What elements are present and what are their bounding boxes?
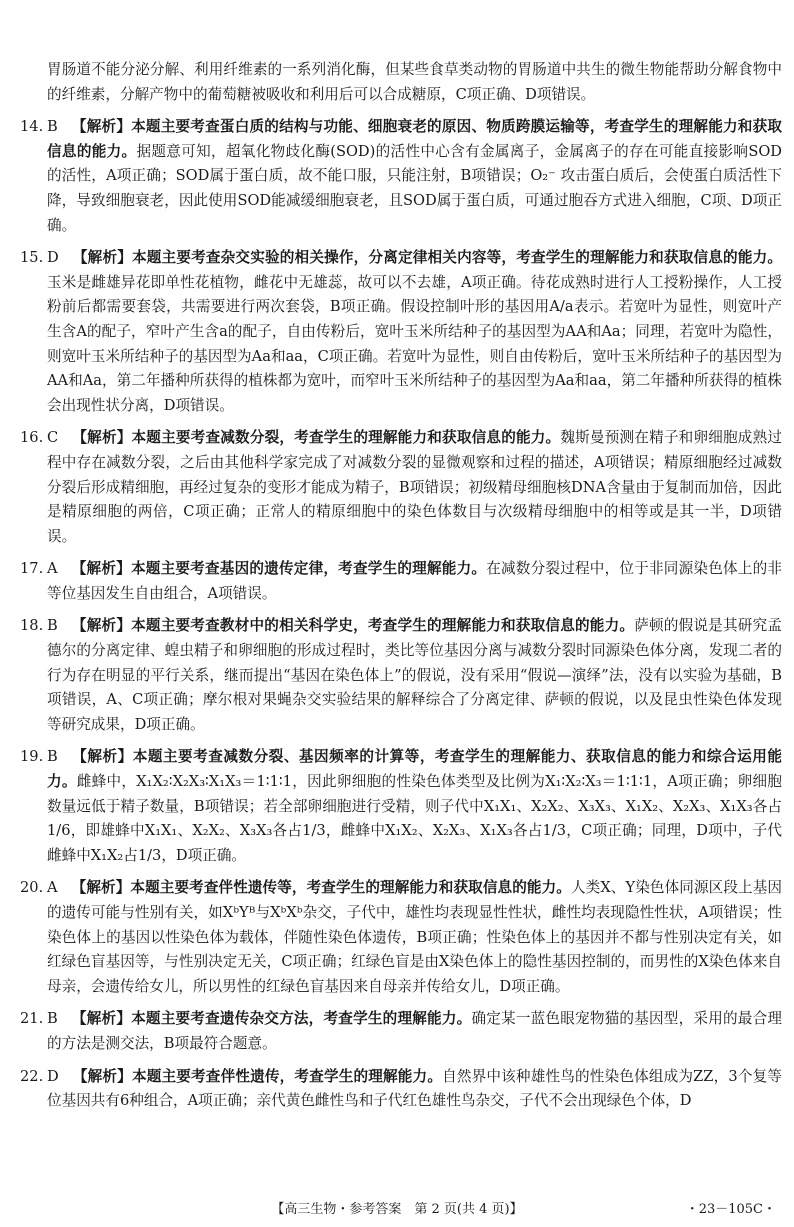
analysis-summary: 本题主要考查伴性遗传，考查学生的理解能力。 (131, 1067, 443, 1085)
analysis-summary: 本题主要考查基因的遗传定律，考查学生的理解能力。 (130, 560, 487, 578)
question-number: 18. (20, 617, 44, 635)
analysis-detail: 人类X、Y染色体同源区段上基因的遗传可能与性别有关，如XᵇYᴮ与XᵇXᵇ杂交，子代中，雄性均表现显性性状，雌性均表现隐性性状，A项错误；性染色体上的基因以性染色体为载体，伴随性染色体遗传，B项正确；性染色体上的基因并不都与性别决定有关，如红绿色盲基因等，与性别决定无关，C项正确；红绿色盲是由X染色体上的隐性基因控制的，而男性的X染色体来自母亲，会遗传给女儿，所以男性的红绿色盲基因来自母亲并传给女儿，D项正确。 (47, 879, 783, 995)
analysis-tag: 【解析】 (71, 748, 133, 766)
question-number: 19. (20, 748, 44, 766)
answer-letter: D (47, 1067, 59, 1085)
answer-content (20, 58, 782, 1114)
answer-letter: B (47, 748, 58, 766)
question-number: 20. (20, 879, 44, 897)
answer-item (20, 426, 782, 549)
question-number: 22. (20, 1067, 44, 1085)
answer-item (20, 1007, 782, 1056)
answer-letter: A (47, 879, 58, 897)
analysis-summary: 本题主要考查遗传杂交方法，考查学生的理解能力。 (131, 1010, 472, 1028)
answer-item (20, 745, 782, 868)
analysis-detail: 雌蜂中，X₁X₂∶X₂X₃∶X₁X₃＝1∶1∶1，因此卵细胞的性染色体类型及比例为X₁∶X₂∶X₃＝1∶1∶1，A项正确；卵细胞数量远低于精子数量，B项错误；若全部卵细胞进行受精，则子代中X₁X₁、X₂X₂、X₃X₃、X₁X₂、X₂X₃、X₁X₃各占1/6，即雄蜂中X₁X₁、X₂X₂、X₃X₃各占1/3，雌蜂中X₁X₂、X₂X₃、X₁X₃各占1/3，C项正确；同理，D项中，子代雌蜂中X₁X₂占1/3，D项正确。 (47, 773, 782, 864)
analysis-detail: 据题意可知，超氧化物歧化酶(SOD)的活性中心含有金属离子，金属离子的存在可能直接影响SOD的活性，A项正确；SOD属于蛋白质，故不能口服，只能注射，B项错误；O₂⁻ 攻击蛋白质后，会使蛋白质活性下降，导致细胞衰老，因此使用SOD能减缓细胞衰老，且SOD属于蛋白质，可通过胞吞方式进入细胞，C项、D项正确。 (47, 142, 782, 234)
analysis-summary: 本题主要考查伴性遗传等，考查学生的理解能力和获取信息的能力。 (130, 879, 571, 897)
analysis-summary: 本题主要考查蛋白质的结构与功能、细胞衰老的原因、物质跨膜运输等，考查学生的理解能力和获取信息的能力。 (47, 118, 782, 160)
answer-body (47, 1065, 782, 1114)
continued-paragraph: 胃肠道不能分泌分解、利用纤维素的一系列消化酶，但某些食草类动物的胃肠道中共生的微生物能帮助分解食物中的纤维素，分解产物中的葡萄糖被吸收和利用后可以合成糖原，C项正确、D项错误。 (47, 61, 782, 103)
answer-letter: A (47, 560, 58, 578)
analysis-tag: 【解析】 (72, 249, 132, 267)
footer-title: 【高三生物・参考答案 第 2 页(共 4 页)】 (271, 1202, 523, 1217)
analysis-tag: 【解析】 (71, 560, 131, 578)
answer-item (20, 115, 782, 238)
analysis-tag: 【解析】 (72, 1067, 132, 1085)
answer-body (47, 426, 782, 549)
analysis-detail: 确定某一蓝色眼宠物猫的基因型，采用的最合理的方法是测交法，B项最符合题意。 (47, 1010, 782, 1052)
analysis-tag: 【解析】 (72, 429, 132, 447)
answer-body (47, 614, 782, 737)
answer-letter: B (47, 617, 58, 635)
answer-body (47, 115, 782, 238)
analysis-detail: 玉米是雌雄异花即单性花植物，雌花中无雄蕊，故可以不去雄，A项正确。待花成熟时进行人工授粉操作，人工授粉前后都需要套袋，共需要进行两次套袋，B项正确。假设控制叶形的基因用A/a表示。若宽叶为显性，则宽叶产生含A的配子，窄叶产生含a的配子，自由传粉后，宽叶玉米所结种子的基因型为AA和Aa；同理，若宽叶为隐性，则宽叶玉米所结种子的基因型为Aa和aa，C项正确。若宽叶为显性，则自由传粉后，宽叶玉米所结种子的基因型为AA和Aa，第二年播种所获得的植株都为宽叶，而窄叶玉米所结种子的基因型为Aa和aa，第二年播种所获得的植株会出现性状分离，D项错误。 (47, 273, 782, 414)
answer-letter: D (47, 249, 59, 267)
question-number: 15. (20, 249, 44, 267)
analysis-tag: 【解析】 (71, 617, 132, 635)
analysis-detail: 萨顿的假说是其研究孟德尔的分离定律、蝗虫精子和卵细胞的形成过程时，类比等位基因分离与减数分裂时同源染色体分离，发现二者的行为存在明显的平行关系，继而提出“基因在染色体上”的假说，没有采用“假说—演绎”法，没有以实验为基础，B项错误，A、C项正确；摩尔根对果蝇杂交实验结果的解释综合了分离定律、萨顿的假说，以及昆虫性染色体发现等研究成果，D项正确。 (47, 617, 782, 733)
analysis-summary: 本题主要考查杂交实验的相关操作，分离定律相关内容等，考查学生的理解能力和获取信息的能力。 (132, 249, 782, 267)
page-footer (0, 1200, 794, 1220)
analysis-summary: 本题主要考查减数分裂，考查学生的理解能力和获取信息的能力。 (131, 429, 561, 447)
analysis-tag: 【解析】 (71, 879, 131, 897)
question-number: 21. (20, 1010, 44, 1028)
analysis-tag: 【解析】 (71, 118, 132, 136)
answer-item (20, 876, 782, 999)
answer-body (47, 557, 782, 606)
question-number: 17. (20, 560, 44, 578)
answer-item (20, 246, 782, 418)
question-number: 16. (20, 429, 44, 447)
analysis-summary: 本题主要考查减数分裂、基因频率的计算等，考查学生的理解能力、获取信息的能力和综合运用能力。 (47, 748, 782, 791)
answer-item (20, 557, 782, 606)
answer-item (20, 614, 782, 737)
answer-letter: C (47, 429, 59, 447)
answer-body (47, 246, 782, 418)
footer-code: ・23－105C・ (685, 1202, 776, 1217)
analysis-tag: 【解析】 (71, 1010, 132, 1028)
analysis-summary: 本题主要考查教材中的相关科学史，考查学生的理解能力和获取信息的能力。 (131, 617, 635, 635)
answer-body (47, 1007, 782, 1056)
analysis-detail: 魏斯曼预测在精子和卵细胞成熟过程中存在减数分裂，之后由其他科学家完成了对减数分裂的显微观察和过程的描述，A项错误；精原细胞经过减数分裂后形成精细胞，再经过复杂的变形才能成为精子，B项错误；初级精母细胞核DNA含量由于复制而加倍，因此是精原细胞的两倍，C项正确；正常人的精原细胞中的染色体数目与次级精母细胞中的相等或是其一半，D项错误。 (47, 429, 782, 545)
answer-letter: B (47, 1010, 58, 1028)
question-number: 14. (20, 118, 44, 136)
answer-body (47, 876, 782, 999)
answer-body (47, 745, 782, 868)
analysis-detail: 在减数分裂过程中，位于非同源染色体上的非等位基因发生自由组合，A项错误。 (47, 560, 782, 602)
answer-letter: B (47, 118, 58, 136)
answer-list (20, 115, 782, 1114)
analysis-detail: 自然界中该种雄性鸟的性染色体组成为ZZ，3个复等位基因共有6种组合，A项正确；亲代黄色雌性鸟和子代红色雄性鸟杂交，子代不会出现绿色个体，D (47, 1067, 782, 1110)
answer-item (20, 1065, 782, 1114)
